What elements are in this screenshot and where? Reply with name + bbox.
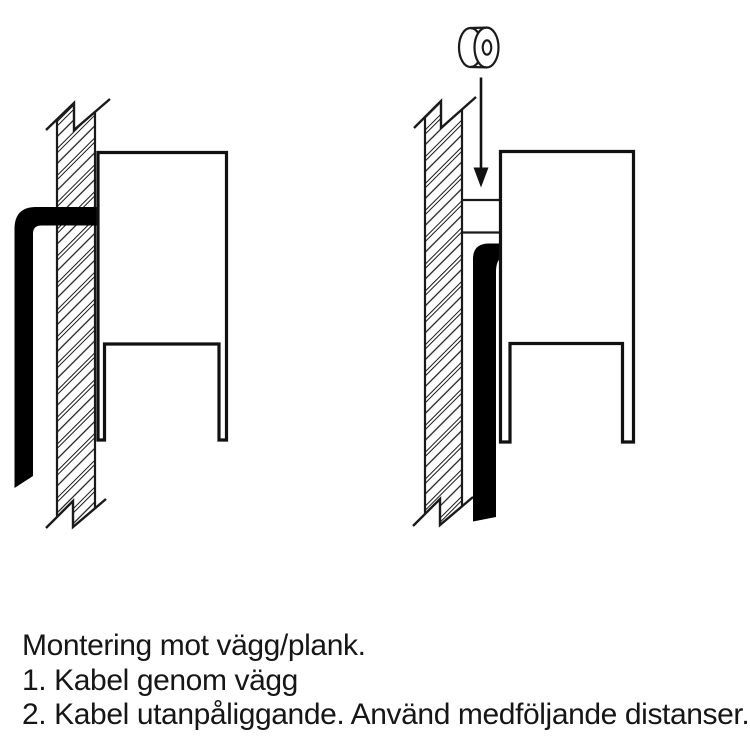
spacer-block bbox=[462, 200, 499, 233]
break-mark-top-1 bbox=[46, 99, 110, 130]
diagram-2 bbox=[413, 28, 634, 531]
caption-title: Montering mot vägg/plank. bbox=[22, 629, 366, 662]
spacer-washer-icon bbox=[459, 28, 499, 68]
wall-cross-section-2 bbox=[413, 96, 476, 530]
caption-item-2: 2. Kabel utanpåliggande. Använd medföljande distanser. bbox=[22, 698, 750, 731]
washer-hole bbox=[483, 40, 492, 54]
break-mark-top-2 bbox=[414, 97, 476, 128]
caption bbox=[22, 629, 749, 733]
device-box-2 bbox=[501, 152, 634, 443]
device-box-1 bbox=[98, 153, 227, 441]
caption-item-1: 1. Kabel genom vägg bbox=[22, 663, 298, 697]
down-arrow-icon bbox=[474, 78, 489, 188]
diagram-1 bbox=[15, 98, 227, 532]
surface-mounted-cable bbox=[473, 244, 501, 522]
